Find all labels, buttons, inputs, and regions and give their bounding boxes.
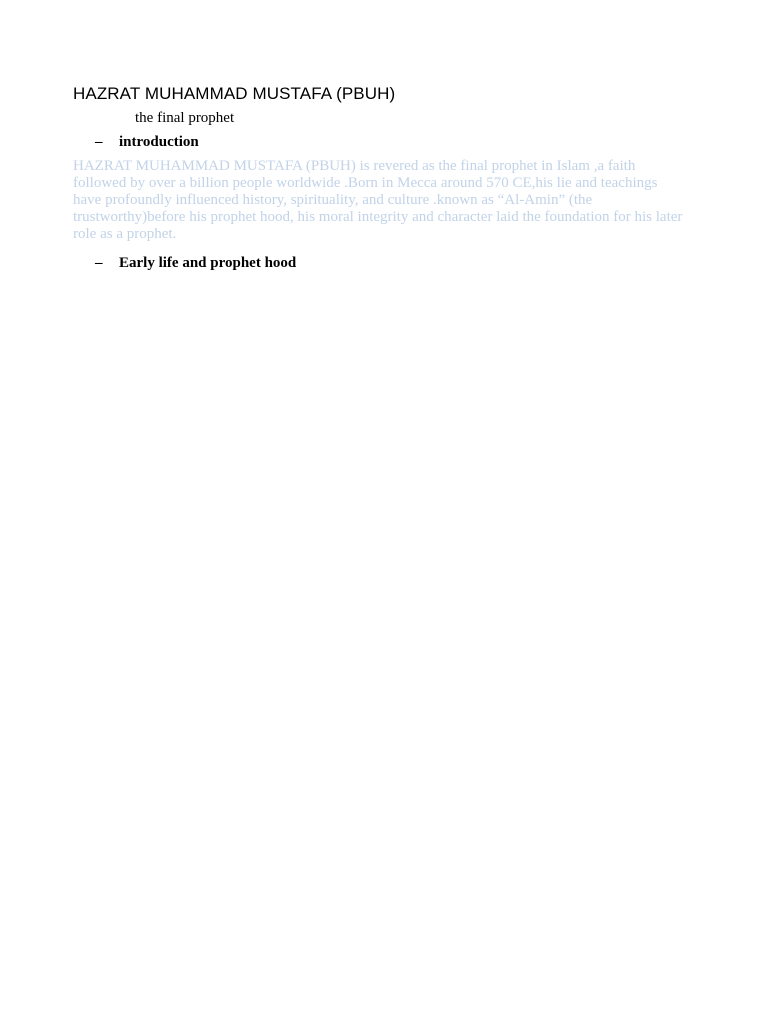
document-subtitle: the final prophet <box>135 110 235 126</box>
section-heading-label: Early life and prophet hood <box>119 255 297 271</box>
document-title: HAZRAT MUHAMMAD MUSTAFA (PBUH) <box>73 84 396 103</box>
bullet-dash: – <box>95 134 103 150</box>
section-heading-introduction <box>95 134 199 151</box>
bullet-dash: – <box>95 255 103 271</box>
introduction-paragraph: HAZRAT MUHAMMAD MUSTAFA (PBUH) is revered as the final prophet in Islam ,a faith followed by over a billion people worldwide .Born in Mecca around 570 CE,his lie and teachings have profoundly influenced history, spirituality, and culture .known as “Al-Amin” (the trustworthy)before his prophet hood, his moral integrity and character laid the foundation for his later role as a prophet. <box>73 158 683 242</box>
section-heading-label: introduction <box>119 134 199 150</box>
section-heading-early-life <box>95 255 296 272</box>
